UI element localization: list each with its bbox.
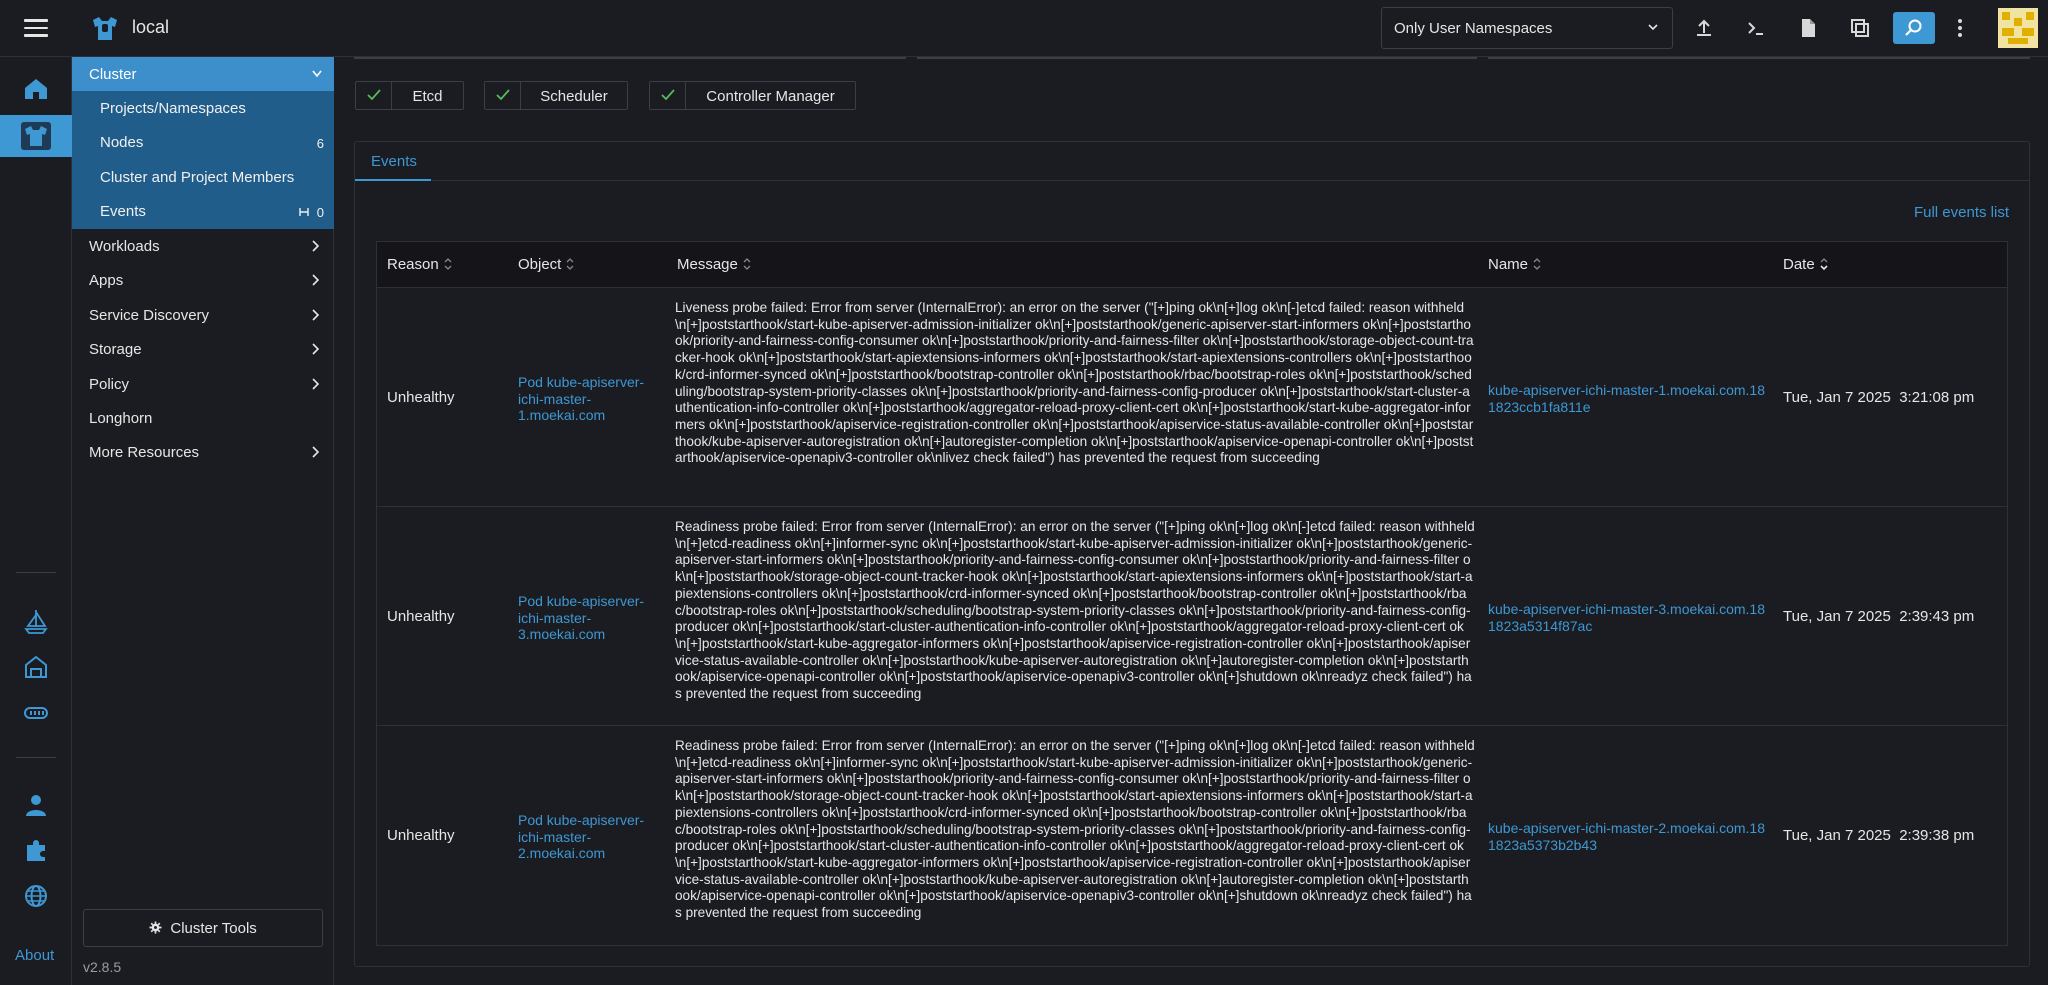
version-label: v2.8.5 <box>83 959 122 975</box>
chevron-right-icon <box>311 309 319 321</box>
event-date: Tue, Jan 7 2025 3:21:08 pm <box>1783 389 1975 406</box>
column-header-reason[interactable]: Reason <box>387 256 453 273</box>
card-edge <box>1488 57 2030 59</box>
puzzle-icon[interactable] <box>22 836 50 864</box>
table-row <box>377 726 2007 945</box>
namespace-select-value: Only User Namespaces <box>1394 20 1553 37</box>
search-button[interactable] <box>1893 12 1935 44</box>
chevron-down-icon <box>312 70 322 78</box>
card-edge <box>354 57 906 59</box>
column-header-date[interactable]: Date <box>1783 256 1829 273</box>
cluster-sidebar <box>72 57 334 985</box>
sidebar-item-nodes[interactable]: Nodes <box>100 134 144 151</box>
home-icon[interactable] <box>22 75 50 103</box>
column-header-object[interactable]: Object <box>518 256 575 273</box>
chevron-right-icon <box>311 446 319 458</box>
extensions-bar-icon[interactable] <box>22 699 50 727</box>
globe-icon[interactable] <box>22 882 50 910</box>
event-object-link[interactable]: Pod kube-apiserver-ichi-master-3.moekai.com <box>518 593 645 643</box>
component-status-etcd <box>355 81 464 110</box>
fleet-icon[interactable] <box>22 607 50 635</box>
gear-icon <box>149 921 162 934</box>
harvester-icon[interactable] <box>22 653 50 681</box>
cluster-nav-active[interactable] <box>0 115 72 157</box>
component-status-scheduler <box>484 81 628 110</box>
nodes-count: 6 <box>316 136 324 151</box>
user-icon[interactable] <box>22 791 50 819</box>
component-status-controller-manager <box>649 81 856 110</box>
sidebar-item-longhorn[interactable]: Longhorn <box>89 410 153 427</box>
events-panel <box>354 141 2030 967</box>
card-edge <box>917 57 1477 59</box>
table-header <box>377 242 2007 288</box>
events-table <box>376 241 2008 946</box>
cluster-group <box>72 57 334 229</box>
event-date: Tue, Jan 7 2025 2:39:43 pm <box>1783 608 1975 625</box>
events-count: 0 <box>316 205 324 220</box>
chevron-right-icon <box>311 378 319 390</box>
column-header-message[interactable]: Message <box>677 256 752 273</box>
sort-icon <box>1532 257 1542 271</box>
column-header-name[interactable]: Name <box>1488 256 1542 273</box>
sort-icon <box>742 257 752 271</box>
event-message: Liveness probe failed: Error from server (InternalError): an error on the server ("[+]ping ok\n[+]log ok\n[-]etcd failed: reason withheld\n[+]poststarthook/start-kube-apiserver-admission-initializer ok\n[+]poststarthook/generic-apiserver-start-informers ok\n[+]poststarthook/priority-and-fairness-config-consumer ok\n[+]poststarthook/priority-and-fairness-filter ok\n[+]poststarthook/storage-object-count-tracker-hook ok\n[+]poststarthook/start-apiextensions-informers ok\n[+]poststarthook/start-apiextensions-controllers ok\n[+]poststarthook/crd-informer-synced ok\n[+]poststarthook/bootstrap-controller ok\n[+]poststarthook/rbac/bootstrap-roles ok\n[+]poststarthook/scheduling/bootstrap-system-priority-classes ok\n[+]poststarthook/priority-and-fairness-config-producer ok\n[+]poststarthook/start-cluster-authentication-info-controller ok\n[+]poststarthook/aggregator-reload-proxy-client-cert ok\n[+]poststarthook/start-kube-aggregator-informers ok\n[+]poststarthook/apiservice-registration-controller ok\n[+]poststarthook/apiservice-status-available-controller ok\n[+]poststarthook/kube-apiserver-autoregistration ok\n[+]autoregister-completion ok\n[+]poststarthook/apiservice-openapi-controller ok\n[+]poststarthook/apiservice-openapiv3-controller ok\nlivez check failed") has prevented the request from succeeding <box>675 300 1474 466</box>
event-object-link[interactable]: Pod kube-apiserver-ichi-master-2.moekai.com <box>518 812 645 862</box>
table-row <box>377 288 2007 507</box>
about-link[interactable]: About <box>15 947 55 964</box>
upload-icon[interactable] <box>1692 16 1716 40</box>
sidebar-item-cluster-project-members[interactable]: Cluster and Project Members <box>100 169 295 186</box>
file-icon[interactable] <box>1796 16 1820 40</box>
event-reason: Unhealthy <box>387 389 455 406</box>
event-message: Readiness probe failed: Error from server (InternalError): an error on the server ("[+]ping ok\n[+]log ok\n[-]etcd failed: reason withheld\n[+]etcd-readiness ok\n[+]informer-sync ok\n[+]poststarthook/start-kube-apiserver-admission-initializer ok\n[+]poststarthook/generic-apiserver-start-informers ok\n[+]poststarthook/priority-and-fairness-config-consumer ok\n[+]poststarthook/priority-and-fairness-filter ok\n[+]poststarthook/storage-object-count-tracker-hook ok\n[+]poststarthook/start-apiextensions-informers ok\n[+]poststarthook/start-apiextensions-controllers ok\n[+]poststarthook/crd-informer-synced ok\n[+]poststarthook/bootstrap-controller ok\n[+]poststarthook/rbac/bootstrap-roles ok\n[+]poststarthook/scheduling/bootstrap-system-priority-classes ok\n[+]poststarthook/priority-and-fairness-config-producer ok\n[+]poststarthook/start-cluster-authentication-info-controller ok\n[+]poststarthook/aggregator-reload-proxy-client-cert ok\n[+]poststarthook/start-kube-aggregator-informers ok\n[+]poststarthook/apiservice-registration-controller ok\n[+]poststarthook/apiservice-status-available-controller ok\n[+]poststarthook/kube-apiserver-autoregistration ok\n[+]autoregister-completion ok\n[+]poststarthook/apiservice-openapi-controller ok\n[+]poststarthook/apiservice-openapiv3-controller ok\n[+]shutdown ok\nreadyz check failed") has prevented the request from succeeding <box>675 519 1475 702</box>
tab-bar <box>355 142 2029 181</box>
chevron-right-icon <box>311 240 319 252</box>
sidebar-section-label: Cluster <box>89 66 137 83</box>
main-content <box>334 57 2048 985</box>
event-message: Readiness probe failed: Error from server (InternalError): an error on the server ("[+]ping ok\n[+]log ok\n[-]etcd failed: reason withheld\n[+]etcd-readiness ok\n[+]informer-sync ok\n[+]poststarthook/start-kube-apiserver-admission-initializer ok\n[+]poststarthook/generic-apiserver-start-informers ok\n[+]poststarthook/priority-and-fairness-config-consumer ok\n[+]poststarthook/priority-and-fairness-filter ok\n[+]poststarthook/storage-object-count-tracker-hook ok\n[+]poststarthook/start-apiextensions-informers ok\n[+]poststarthook/start-apiextensions-controllers ok\n[+]poststarthook/crd-informer-synced ok\n[+]poststarthook/bootstrap-controller ok\n[+]poststarthook/rbac/bootstrap-roles ok\n[+]poststarthook/scheduling/bootstrap-system-priority-classes ok\n[+]poststarthook/priority-and-fairness-config-producer ok\n[+]poststarthook/start-cluster-authentication-info-controller ok\n[+]poststarthook/aggregator-reload-proxy-client-cert ok\n[+]poststarthook/start-kube-aggregator-informers ok\n[+]poststarthook/apiservice-registration-controller ok\n[+]poststarthook/apiservice-status-available-controller ok\n[+]poststarthook/kube-apiserver-autoregistration ok\n[+]autoregister-completion ok\n[+]poststarthook/apiservice-openapi-controller ok\n[+]poststarthook/apiservice-openapiv3-controller ok\n[+]shutdown ok\nreadyz check failed") has prevented the request from succeeding <box>675 738 1475 921</box>
sidebar-section-cluster[interactable] <box>72 57 334 91</box>
sort-desc-icon <box>1819 257 1829 271</box>
component-label: Scheduler <box>540 88 608 105</box>
sidebar-item-policy[interactable]: Policy <box>89 376 130 393</box>
sidebar-item-more-resources[interactable]: More Resources <box>89 444 200 461</box>
sidebar-item-events[interactable]: Events <box>100 203 146 220</box>
more-vertical-icon[interactable] <box>1948 16 1972 40</box>
event-name-link[interactable]: kube-apiserver-ichi-master-1.moekai.com.181823ccb1fa811e <box>1488 382 1765 415</box>
search-icon <box>1904 18 1924 38</box>
table-row <box>377 507 2007 726</box>
sidebar-item-service-discovery[interactable]: Service Discovery <box>89 307 210 324</box>
sidebar-item-projects-namespaces[interactable]: Projects/Namespaces <box>100 100 246 117</box>
cluster-tools-label: Cluster Tools <box>170 920 257 937</box>
component-label: Etcd <box>412 88 443 105</box>
cluster-logo-icon <box>90 14 120 42</box>
cluster-tools-button[interactable] <box>83 909 323 947</box>
component-label: Controller Manager <box>706 88 835 105</box>
check-icon <box>367 89 381 101</box>
chevron-down-icon <box>1648 22 1658 32</box>
event-name-link[interactable]: kube-apiserver-ichi-master-3.moekai.com.181823a5314f87ac <box>1488 601 1765 634</box>
copy-icon[interactable] <box>1848 16 1872 40</box>
full-events-list-link[interactable]: Full events list <box>1913 204 2009 221</box>
separator <box>16 572 56 573</box>
avatar[interactable] <box>1998 8 2038 48</box>
event-date: Tue, Jan 7 2025 2:39:38 pm <box>1783 827 1975 844</box>
cluster-icon <box>21 122 51 150</box>
namespace-select[interactable] <box>1381 7 1673 49</box>
sort-icon <box>443 257 453 271</box>
terminal-icon[interactable] <box>1744 16 1768 40</box>
top-bar <box>0 0 2048 57</box>
namespaced-icon <box>298 206 310 218</box>
check-icon <box>496 89 510 101</box>
separator <box>16 757 56 758</box>
menu-icon[interactable] <box>24 19 48 37</box>
event-reason: Unhealthy <box>387 827 455 844</box>
sidebar-item-storage[interactable]: Storage <box>89 341 142 358</box>
sidebar-item-apps[interactable]: Apps <box>89 272 124 289</box>
app-icon-bar <box>0 57 72 985</box>
sidebar-item-workloads[interactable]: Workloads <box>89 238 160 255</box>
event-object-link[interactable]: Pod kube-apiserver-ichi-master-1.moekai.com <box>518 374 645 424</box>
event-reason: Unhealthy <box>387 608 455 625</box>
chevron-right-icon <box>311 274 319 286</box>
check-icon <box>661 89 675 101</box>
sort-icon <box>565 257 575 271</box>
event-name-link[interactable]: kube-apiserver-ichi-master-2.moekai.com.181823a5373b2b43 <box>1488 820 1765 853</box>
chevron-right-icon <box>311 343 319 355</box>
cluster-name: local <box>132 17 170 37</box>
tab-events[interactable]: Events <box>355 142 431 181</box>
